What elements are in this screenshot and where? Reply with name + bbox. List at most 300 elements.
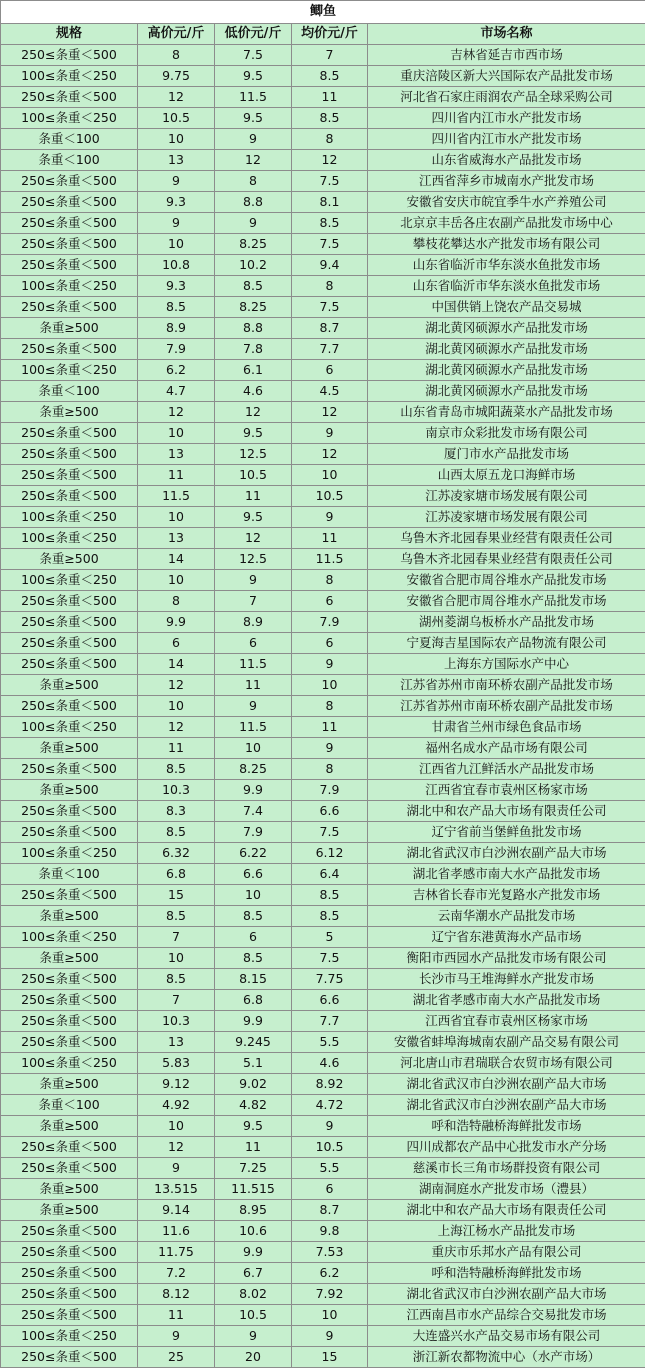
cell-low-price: 9.9 — [215, 780, 292, 801]
table-row — [1, 528, 645, 549]
table-row — [1, 738, 645, 759]
cell-market-name: 江苏省苏州市南环桥农副产品批发市场 — [368, 675, 645, 696]
table-row — [1, 297, 645, 318]
table-row — [1, 1095, 645, 1116]
cell-high-price: 12 — [138, 87, 215, 108]
cell-market-name: 山东省临沂市华东淡水鱼批发市场 — [368, 276, 645, 297]
cell-low-price: 6.8 — [215, 990, 292, 1011]
table-row — [1, 1179, 645, 1200]
table-row — [1, 507, 645, 528]
cell-low-price: 9.245 — [215, 1032, 292, 1053]
cell-spec: 条重≥500 — [1, 318, 138, 339]
cell-low-price: 4.82 — [215, 1095, 292, 1116]
table-row — [1, 87, 645, 108]
cell-low-price: 6 — [215, 927, 292, 948]
cell-market-name: 山东省威海水产品批发市场 — [368, 150, 645, 171]
cell-spec: 250≤条重＜500 — [1, 486, 138, 507]
cell-avg-price: 10.5 — [292, 1137, 368, 1158]
cell-market-name: 浙江新农都物流中心（水产市场） — [368, 1347, 645, 1368]
cell-avg-price: 8 — [292, 129, 368, 150]
cell-low-price: 11 — [215, 675, 292, 696]
cell-market-name: 江西省宜春市袁州区杨家市场 — [368, 1011, 645, 1032]
cell-spec: 条重≥500 — [1, 549, 138, 570]
cell-low-price: 8.8 — [215, 192, 292, 213]
table-row — [1, 1158, 645, 1179]
cell-high-price: 15 — [138, 885, 215, 906]
cell-avg-price: 9 — [292, 738, 368, 759]
cell-spec: 250≤条重＜500 — [1, 885, 138, 906]
cell-high-price: 6.8 — [138, 864, 215, 885]
cell-spec: 100≤条重＜250 — [1, 927, 138, 948]
cell-low-price: 8.9 — [215, 612, 292, 633]
cell-spec: 250≤条重＜500 — [1, 87, 138, 108]
cell-avg-price: 7.9 — [292, 612, 368, 633]
cell-low-price: 8 — [215, 171, 292, 192]
cell-high-price: 7 — [138, 990, 215, 1011]
cell-spec: 100≤条重＜250 — [1, 66, 138, 87]
table-row — [1, 1011, 645, 1032]
cell-spec: 250≤条重＜500 — [1, 444, 138, 465]
header-row — [1, 24, 645, 45]
cell-low-price: 11.5 — [215, 717, 292, 738]
cell-market-name: 湖北黄冈硕源水产品批发市场 — [368, 339, 645, 360]
table-row — [1, 129, 645, 150]
cell-low-price: 7.25 — [215, 1158, 292, 1179]
cell-high-price: 14 — [138, 654, 215, 675]
cell-market-name: 长沙市马王堆海鲜水产批发市场 — [368, 969, 645, 990]
cell-high-price: 9 — [138, 1326, 215, 1347]
cell-high-price: 10 — [138, 129, 215, 150]
cell-spec: 100≤条重＜250 — [1, 1326, 138, 1347]
cell-market-name: 江西南昌市水产品综合交易批发市场 — [368, 1305, 645, 1326]
table-row — [1, 1242, 645, 1263]
table-row — [1, 423, 645, 444]
table-row — [1, 45, 645, 66]
cell-avg-price: 8 — [292, 570, 368, 591]
table-row — [1, 1347, 645, 1368]
cell-spec: 250≤条重＜500 — [1, 990, 138, 1011]
cell-avg-price: 8.5 — [292, 66, 368, 87]
cell-low-price: 8.15 — [215, 969, 292, 990]
table-row — [1, 570, 645, 591]
cell-spec: 条重＜100 — [1, 150, 138, 171]
table-row — [1, 1116, 645, 1137]
cell-avg-price: 4.5 — [292, 381, 368, 402]
cell-avg-price: 11 — [292, 717, 368, 738]
table-row — [1, 654, 645, 675]
cell-avg-price: 10.5 — [292, 486, 368, 507]
cell-market-name: 安徽省安庆市皖宜季牛水产养殖公司 — [368, 192, 645, 213]
cell-avg-price: 7.7 — [292, 1011, 368, 1032]
cell-market-name: 南京市众彩批发市场有限公司 — [368, 423, 645, 444]
cell-spec: 条重＜100 — [1, 381, 138, 402]
cell-market-name: 吉林省长春市光复路水产批发市场 — [368, 885, 645, 906]
cell-market-name: 山东省临沂市华东淡水鱼批发市场 — [368, 255, 645, 276]
cell-market-name: 辽宁省前当堡鲜鱼批发市场 — [368, 822, 645, 843]
cell-low-price: 10.5 — [215, 1305, 292, 1326]
cell-low-price: 6 — [215, 633, 292, 654]
cell-market-name: 江西省宜春市袁州区杨家市场 — [368, 780, 645, 801]
cell-market-name: 重庆市乐邦水产品有限公司 — [368, 1242, 645, 1263]
cell-spec: 250≤条重＜500 — [1, 801, 138, 822]
table-row — [1, 213, 645, 234]
cell-low-price: 8.02 — [215, 1284, 292, 1305]
cell-low-price: 10.5 — [215, 465, 292, 486]
cell-spec: 250≤条重＜500 — [1, 234, 138, 255]
table-row — [1, 360, 645, 381]
table-row — [1, 822, 645, 843]
table-row — [1, 1053, 645, 1074]
cell-spec: 条重≥500 — [1, 1116, 138, 1137]
cell-high-price: 9 — [138, 1158, 215, 1179]
cell-market-name: 湖北中和农产品大市场有限责任公司 — [368, 801, 645, 822]
table-row — [1, 780, 645, 801]
cell-spec: 250≤条重＜500 — [1, 465, 138, 486]
cell-market-name: 中国供销上饶农产品交易城 — [368, 297, 645, 318]
cell-avg-price: 9 — [292, 507, 368, 528]
cell-spec: 250≤条重＜500 — [1, 255, 138, 276]
cell-low-price: 10.6 — [215, 1221, 292, 1242]
cell-spec: 条重＜100 — [1, 1095, 138, 1116]
table-body — [1, 45, 645, 1368]
header-spec: 规格 — [1, 24, 138, 45]
cell-market-name: 慈溪市长三角市场群投资有限公司 — [368, 1158, 645, 1179]
cell-spec: 250≤条重＜500 — [1, 297, 138, 318]
table-row — [1, 444, 645, 465]
cell-low-price: 9.5 — [215, 66, 292, 87]
cell-low-price: 6.1 — [215, 360, 292, 381]
cell-avg-price: 8.5 — [292, 213, 368, 234]
cell-high-price: 4.7 — [138, 381, 215, 402]
cell-avg-price: 7.53 — [292, 1242, 368, 1263]
cell-high-price: 14 — [138, 549, 215, 570]
cell-market-name: 安徽省合肥市周谷堆水产品批发市场 — [368, 591, 645, 612]
cell-avg-price: 10 — [292, 1305, 368, 1326]
cell-high-price: 11 — [138, 738, 215, 759]
cell-avg-price: 11.5 — [292, 549, 368, 570]
cell-spec: 250≤条重＜500 — [1, 1011, 138, 1032]
cell-avg-price: 5.5 — [292, 1032, 368, 1053]
table-row — [1, 1074, 645, 1095]
cell-market-name: 呼和浩特融桥海鲜批发市场 — [368, 1263, 645, 1284]
cell-high-price: 13 — [138, 528, 215, 549]
cell-avg-price: 9.8 — [292, 1221, 368, 1242]
cell-high-price: 13 — [138, 444, 215, 465]
cell-high-price: 8.9 — [138, 318, 215, 339]
cell-low-price: 12 — [215, 150, 292, 171]
cell-market-name: 厦门市水产品批发市场 — [368, 444, 645, 465]
cell-high-price: 8 — [138, 591, 215, 612]
cell-avg-price: 7 — [292, 45, 368, 66]
cell-high-price: 25 — [138, 1347, 215, 1368]
table-title: 鲫鱼 — [1, 1, 645, 24]
cell-spec: 条重≥500 — [1, 1179, 138, 1200]
cell-spec: 250≤条重＜500 — [1, 633, 138, 654]
cell-high-price: 10 — [138, 570, 215, 591]
cell-avg-price: 8.92 — [292, 1074, 368, 1095]
cell-high-price: 9.9 — [138, 612, 215, 633]
table-row — [1, 1221, 645, 1242]
title-row — [1, 1, 645, 24]
cell-high-price: 12 — [138, 717, 215, 738]
table-row — [1, 969, 645, 990]
cell-avg-price: 6 — [292, 591, 368, 612]
table-row — [1, 339, 645, 360]
cell-low-price: 9 — [215, 213, 292, 234]
cell-market-name: 湖北黄冈硕源水产品批发市场 — [368, 360, 645, 381]
cell-high-price: 8.3 — [138, 801, 215, 822]
table-row — [1, 633, 645, 654]
table-row — [1, 465, 645, 486]
table-row — [1, 171, 645, 192]
cell-avg-price: 8.5 — [292, 885, 368, 906]
table-row — [1, 591, 645, 612]
cell-low-price: 8.95 — [215, 1200, 292, 1221]
table-row — [1, 150, 645, 171]
cell-avg-price: 7.9 — [292, 780, 368, 801]
cell-avg-price: 9 — [292, 654, 368, 675]
cell-high-price: 9.3 — [138, 192, 215, 213]
cell-avg-price: 6.4 — [292, 864, 368, 885]
cell-high-price: 10 — [138, 948, 215, 969]
cell-avg-price: 6 — [292, 633, 368, 654]
table-row — [1, 402, 645, 423]
cell-spec: 250≤条重＜500 — [1, 171, 138, 192]
cell-spec: 条重＜100 — [1, 129, 138, 150]
cell-low-price: 9.02 — [215, 1074, 292, 1095]
cell-high-price: 7.2 — [138, 1263, 215, 1284]
table-row — [1, 843, 645, 864]
cell-low-price: 20 — [215, 1347, 292, 1368]
cell-high-price: 10.8 — [138, 255, 215, 276]
cell-market-name: 山西太原五龙口海鲜市场 — [368, 465, 645, 486]
cell-avg-price: 8 — [292, 696, 368, 717]
cell-high-price: 7 — [138, 927, 215, 948]
cell-low-price: 4.6 — [215, 381, 292, 402]
cell-market-name: 吉林省延吉市西市场 — [368, 45, 645, 66]
cell-spec: 100≤条重＜250 — [1, 507, 138, 528]
table-row — [1, 927, 645, 948]
cell-high-price: 13 — [138, 150, 215, 171]
cell-market-name: 安徽省合肥市周谷堆水产品批发市场 — [368, 570, 645, 591]
cell-avg-price: 7.92 — [292, 1284, 368, 1305]
header-high-price: 高价元/斤 — [138, 24, 215, 45]
cell-high-price: 9.14 — [138, 1200, 215, 1221]
cell-avg-price: 8.1 — [292, 192, 368, 213]
cell-market-name: 江西省九江鲜活水产品批发市场 — [368, 759, 645, 780]
cell-spec: 条重≥500 — [1, 780, 138, 801]
cell-avg-price: 5 — [292, 927, 368, 948]
cell-high-price: 10 — [138, 1116, 215, 1137]
cell-avg-price: 10 — [292, 675, 368, 696]
cell-low-price: 6.7 — [215, 1263, 292, 1284]
table-row — [1, 1263, 645, 1284]
cell-spec: 100≤条重＜250 — [1, 528, 138, 549]
cell-spec: 250≤条重＜500 — [1, 822, 138, 843]
cell-low-price: 5.1 — [215, 1053, 292, 1074]
cell-spec: 250≤条重＜500 — [1, 969, 138, 990]
cell-spec: 250≤条重＜500 — [1, 423, 138, 444]
cell-low-price: 9.9 — [215, 1011, 292, 1032]
cell-high-price: 7.9 — [138, 339, 215, 360]
table-row — [1, 1326, 645, 1347]
cell-high-price: 10 — [138, 423, 215, 444]
cell-low-price: 8.25 — [215, 759, 292, 780]
cell-spec: 100≤条重＜250 — [1, 717, 138, 738]
cell-high-price: 12 — [138, 1137, 215, 1158]
cell-market-name: 山东省青岛市城阳蔬菜水产品批发市场 — [368, 402, 645, 423]
cell-avg-price: 11 — [292, 87, 368, 108]
cell-high-price: 8.5 — [138, 759, 215, 780]
cell-low-price: 8.25 — [215, 234, 292, 255]
table-row — [1, 234, 645, 255]
cell-low-price: 12 — [215, 528, 292, 549]
table-row — [1, 990, 645, 1011]
cell-spec: 250≤条重＜500 — [1, 654, 138, 675]
cell-avg-price: 7.5 — [292, 297, 368, 318]
cell-avg-price: 6.2 — [292, 1263, 368, 1284]
cell-high-price: 5.83 — [138, 1053, 215, 1074]
cell-spec: 条重＜100 — [1, 864, 138, 885]
cell-low-price: 7.8 — [215, 339, 292, 360]
cell-market-name: 湖北省武汉市白沙洲农副产品大市场 — [368, 1284, 645, 1305]
table-row — [1, 906, 645, 927]
cell-spec: 250≤条重＜500 — [1, 591, 138, 612]
cell-low-price: 9 — [215, 696, 292, 717]
cell-market-name: 江苏凌家塘市场发展有限公司 — [368, 486, 645, 507]
cell-low-price: 7.5 — [215, 45, 292, 66]
cell-high-price: 13 — [138, 1032, 215, 1053]
table-row — [1, 1032, 645, 1053]
table-row — [1, 759, 645, 780]
cell-high-price: 9 — [138, 213, 215, 234]
cell-high-price: 6.2 — [138, 360, 215, 381]
cell-spec: 100≤条重＜250 — [1, 570, 138, 591]
cell-low-price: 8.8 — [215, 318, 292, 339]
cell-market-name: 安徽省蚌埠海城南农副产品交易有限公司 — [368, 1032, 645, 1053]
cell-high-price: 9.12 — [138, 1074, 215, 1095]
table-row — [1, 696, 645, 717]
cell-market-name: 上海江杨水产品批发市场 — [368, 1221, 645, 1242]
cell-market-name: 湖北黄冈硕源水产品批发市场 — [368, 381, 645, 402]
cell-spec: 100≤条重＜250 — [1, 276, 138, 297]
cell-high-price: 10 — [138, 234, 215, 255]
cell-market-name: 湖北省武汉市白沙洲农副产品大市场 — [368, 1095, 645, 1116]
cell-low-price: 8.5 — [215, 906, 292, 927]
header-avg-price: 均价元/斤 — [292, 24, 368, 45]
cell-avg-price: 8.5 — [292, 906, 368, 927]
cell-high-price: 8.5 — [138, 822, 215, 843]
cell-market-name: 云南华潮水产品批发市场 — [368, 906, 645, 927]
cell-high-price: 9.3 — [138, 276, 215, 297]
cell-market-name: 河北唐山市君瑞联合农贸市场有限公司 — [368, 1053, 645, 1074]
cell-market-name: 宁夏海吉星国际农产品物流有限公司 — [368, 633, 645, 654]
cell-market-name: 湖北省武汉市白沙洲农副产品大市场 — [368, 843, 645, 864]
cell-market-name: 湖北省孝感市南大水产品批发市场 — [368, 864, 645, 885]
table-row — [1, 864, 645, 885]
cell-high-price: 13.515 — [138, 1179, 215, 1200]
table-row — [1, 108, 645, 129]
cell-market-name: 湖北省孝感市南大水产品批发市场 — [368, 990, 645, 1011]
cell-low-price: 9.5 — [215, 507, 292, 528]
table-row — [1, 276, 645, 297]
cell-high-price: 8 — [138, 45, 215, 66]
cell-high-price: 9 — [138, 171, 215, 192]
cell-avg-price: 8 — [292, 276, 368, 297]
cell-avg-price: 10 — [292, 465, 368, 486]
cell-avg-price: 6.12 — [292, 843, 368, 864]
cell-market-name: 攀枝花攀达水产批发市场有限公司 — [368, 234, 645, 255]
cell-low-price: 11 — [215, 1137, 292, 1158]
cell-spec: 条重≥500 — [1, 948, 138, 969]
cell-market-name: 乌鲁木齐北园春果业经营有限责任公司 — [368, 549, 645, 570]
cell-market-name: 湖北中和农产品大市场有限责任公司 — [368, 1200, 645, 1221]
cell-avg-price: 11 — [292, 528, 368, 549]
cell-low-price: 8.5 — [215, 948, 292, 969]
cell-high-price: 9.75 — [138, 66, 215, 87]
cell-market-name: 北京京丰岳各庄农副产品批发市场中心 — [368, 213, 645, 234]
table-row — [1, 486, 645, 507]
cell-avg-price: 7.5 — [292, 234, 368, 255]
table-row — [1, 801, 645, 822]
cell-market-name: 重庆涪陵区新大兴国际农产品批发市场 — [368, 66, 645, 87]
cell-market-name: 四川省内江市水产批发市场 — [368, 108, 645, 129]
cell-high-price: 4.92 — [138, 1095, 215, 1116]
cell-market-name: 江苏凌家塘市场发展有限公司 — [368, 507, 645, 528]
cell-spec: 250≤条重＜500 — [1, 1284, 138, 1305]
cell-low-price: 11.515 — [215, 1179, 292, 1200]
table-row — [1, 612, 645, 633]
cell-market-name: 湖北省武汉市白沙洲农副产品大市场 — [368, 1074, 645, 1095]
cell-avg-price: 12 — [292, 444, 368, 465]
cell-avg-price: 5.5 — [292, 1158, 368, 1179]
cell-spec: 100≤条重＜250 — [1, 843, 138, 864]
cell-avg-price: 6.6 — [292, 990, 368, 1011]
cell-market-name: 大连盛兴水产品交易市场有限公司 — [368, 1326, 645, 1347]
cell-market-name: 呼和浩特融桥海鲜批发市场 — [368, 1116, 645, 1137]
cell-high-price: 11 — [138, 465, 215, 486]
cell-spec: 条重≥500 — [1, 1074, 138, 1095]
cell-high-price: 11.75 — [138, 1242, 215, 1263]
cell-market-name: 湖北黄冈硕源水产品批发市场 — [368, 318, 645, 339]
cell-spec: 100≤条重＜250 — [1, 1053, 138, 1074]
cell-spec: 250≤条重＜500 — [1, 1137, 138, 1158]
cell-spec: 条重≥500 — [1, 1200, 138, 1221]
cell-low-price: 7.9 — [215, 822, 292, 843]
cell-avg-price: 7.5 — [292, 822, 368, 843]
cell-high-price: 10.5 — [138, 108, 215, 129]
cell-spec: 100≤条重＜250 — [1, 108, 138, 129]
cell-avg-price: 4.6 — [292, 1053, 368, 1074]
cell-high-price: 8.5 — [138, 906, 215, 927]
table-row — [1, 948, 645, 969]
cell-low-price: 9.5 — [215, 108, 292, 129]
table-row — [1, 255, 645, 276]
table-row — [1, 1137, 645, 1158]
cell-low-price: 10.2 — [215, 255, 292, 276]
cell-market-name: 湖州菱湖乌板桥水产品批发市场 — [368, 612, 645, 633]
cell-spec: 250≤条重＜500 — [1, 1032, 138, 1053]
cell-low-price: 8.5 — [215, 276, 292, 297]
cell-avg-price: 8.7 — [292, 318, 368, 339]
cell-high-price: 11.5 — [138, 486, 215, 507]
cell-avg-price: 12 — [292, 402, 368, 423]
cell-high-price: 11 — [138, 1305, 215, 1326]
cell-low-price: 9.9 — [215, 1242, 292, 1263]
cell-high-price: 8.5 — [138, 297, 215, 318]
cell-low-price: 12.5 — [215, 549, 292, 570]
table-row — [1, 675, 645, 696]
